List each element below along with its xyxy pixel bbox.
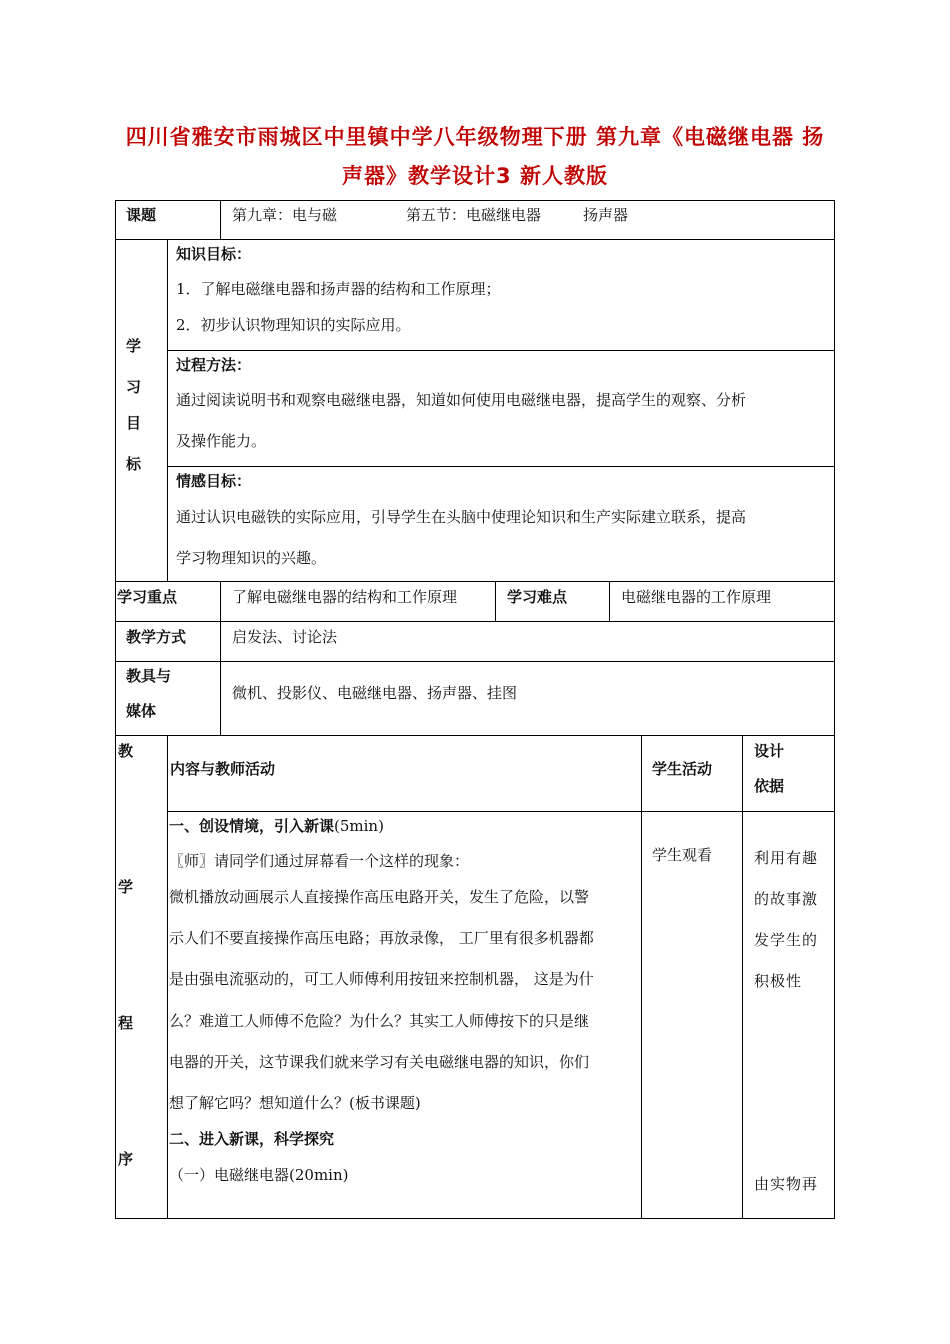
section2-sub: （一）电磁继电器(20min) [169,1166,349,1184]
row-divider [167,350,835,351]
goals-label-char: 目 [126,414,142,432]
media-value: 微机、投影仪、电磁继电器、扬声器、挂图 [232,684,518,702]
col-divider [495,581,496,622]
table-border [115,200,835,201]
row-divider [167,466,835,467]
col-divider [609,581,610,622]
design-basis-line: 的故事激 [754,890,819,908]
row-divider [115,735,835,736]
title-line-1: 四川省雅安市雨城区中里镇中学八年级物理下册 第九章《电磁继电器 扬 [125,125,825,149]
emotion-line: 通过认识电磁铁的实际应用，引导学生在头脑中使理论知识和生产实际建立联系，提高 [176,508,747,526]
process-heading: 过程方法： [176,356,252,374]
goals-label-char: 习 [126,378,142,396]
emotion-heading: 情感目标： [176,472,252,490]
table-border [115,200,116,1219]
section1-line: 示人们不要直接操作高压电路；再放录像， 工厂里有很多机器都 [169,929,594,947]
section1-line: 么？难道工人师傅不危险？为什么？其实工人师傅按下的只是继 [169,1012,590,1030]
knowledge-item: 2．初步认识物理知识的实际应用。 [176,316,411,334]
procedure-label-char: 教 [118,742,134,760]
title-line-2: 声器》教学设计3 新人教版 [342,164,608,188]
procedure-label-char: 序 [118,1150,134,1168]
method-value: 启发法、讨论法 [232,628,338,646]
media-label: 媒体 [126,702,157,720]
section1-line: 电器的开关，这节课我们就来学习有关电磁继电器的知识，你们 [169,1053,590,1071]
procedure-label-char: 程 [118,1014,134,1032]
section1-line: 微机播放动画展示人直接操作高压电路开关，发生了危险，以警 [169,888,590,906]
col-divider [167,735,168,1219]
procedure-label-char: 学 [118,878,134,896]
section1-time: (5min) [334,817,384,835]
section1-line: 想了解它吗？想知道什么？(板书课题) [169,1094,421,1112]
knowledge-item: 1．了解电磁继电器和扬声器的结构和工作原理； [176,280,501,298]
col-divider [220,200,221,240]
emotion-line: 学习物理知识的兴趣。 [176,549,327,567]
goals-label-char: 标 [126,455,142,473]
col-divider [742,735,743,1219]
table-border [115,1218,835,1219]
goals-label-char: 学 [126,337,142,355]
process-line: 通过阅读说明书和观察电磁继电器，知道如何使用电磁继电器，提高学生的观察、分析 [176,391,747,409]
topic-section: 第五节：电磁继电器 [406,206,542,224]
difficulty-value: 电磁继电器的工作原理 [621,588,772,606]
focus-value: 了解电磁继电器的结构和工作原理 [232,588,458,606]
section2-heading: 二、进入新课，科学探究 [169,1130,335,1148]
difficulty-label: 学习难点 [507,588,568,606]
row-divider [115,581,835,582]
media-label: 教具与 [126,667,172,685]
process-line: 及操作能力。 [176,432,267,450]
section1-line: 是由强电流驱动的，可工人师傅利用按钮来控制机器， 这是为什 [169,970,594,988]
topic-sub: 扬声器 [583,206,629,224]
knowledge-heading: 知识目标： [176,245,252,263]
col-divider [167,239,168,582]
col-design-header: 依据 [754,777,785,795]
method-label: 教学方式 [126,628,187,646]
col-divider [641,735,642,1219]
design-basis-line: 利用有趣 [754,849,819,867]
col-content-header: 内容与教师活动 [170,760,276,778]
col-divider [220,581,221,736]
row-divider [115,661,835,662]
section1-heading-text: 一、创设情境，引入新课 [169,817,335,835]
topic-label: 课题 [126,206,157,224]
table-border [834,200,835,1219]
design-basis-line: 积极性 [754,972,803,990]
section1-line: 〖师〗请同学们通过屏幕看一个这样的现象： [169,852,470,870]
row-divider [115,239,835,240]
row-divider [115,621,835,622]
design-basis-line: 发学生的 [754,931,819,949]
focus-label: 学习重点 [117,588,178,606]
col-student-header: 学生活动 [652,760,713,778]
col-design-header: 设计 [754,742,785,760]
section1-heading [169,816,384,836]
row-divider [167,811,835,812]
document-title [100,118,850,196]
student-activity: 学生观看 [652,846,713,864]
topic-chapter: 第九章：电与磁 [232,206,338,224]
design-basis-line: 由实物再 [754,1175,819,1193]
